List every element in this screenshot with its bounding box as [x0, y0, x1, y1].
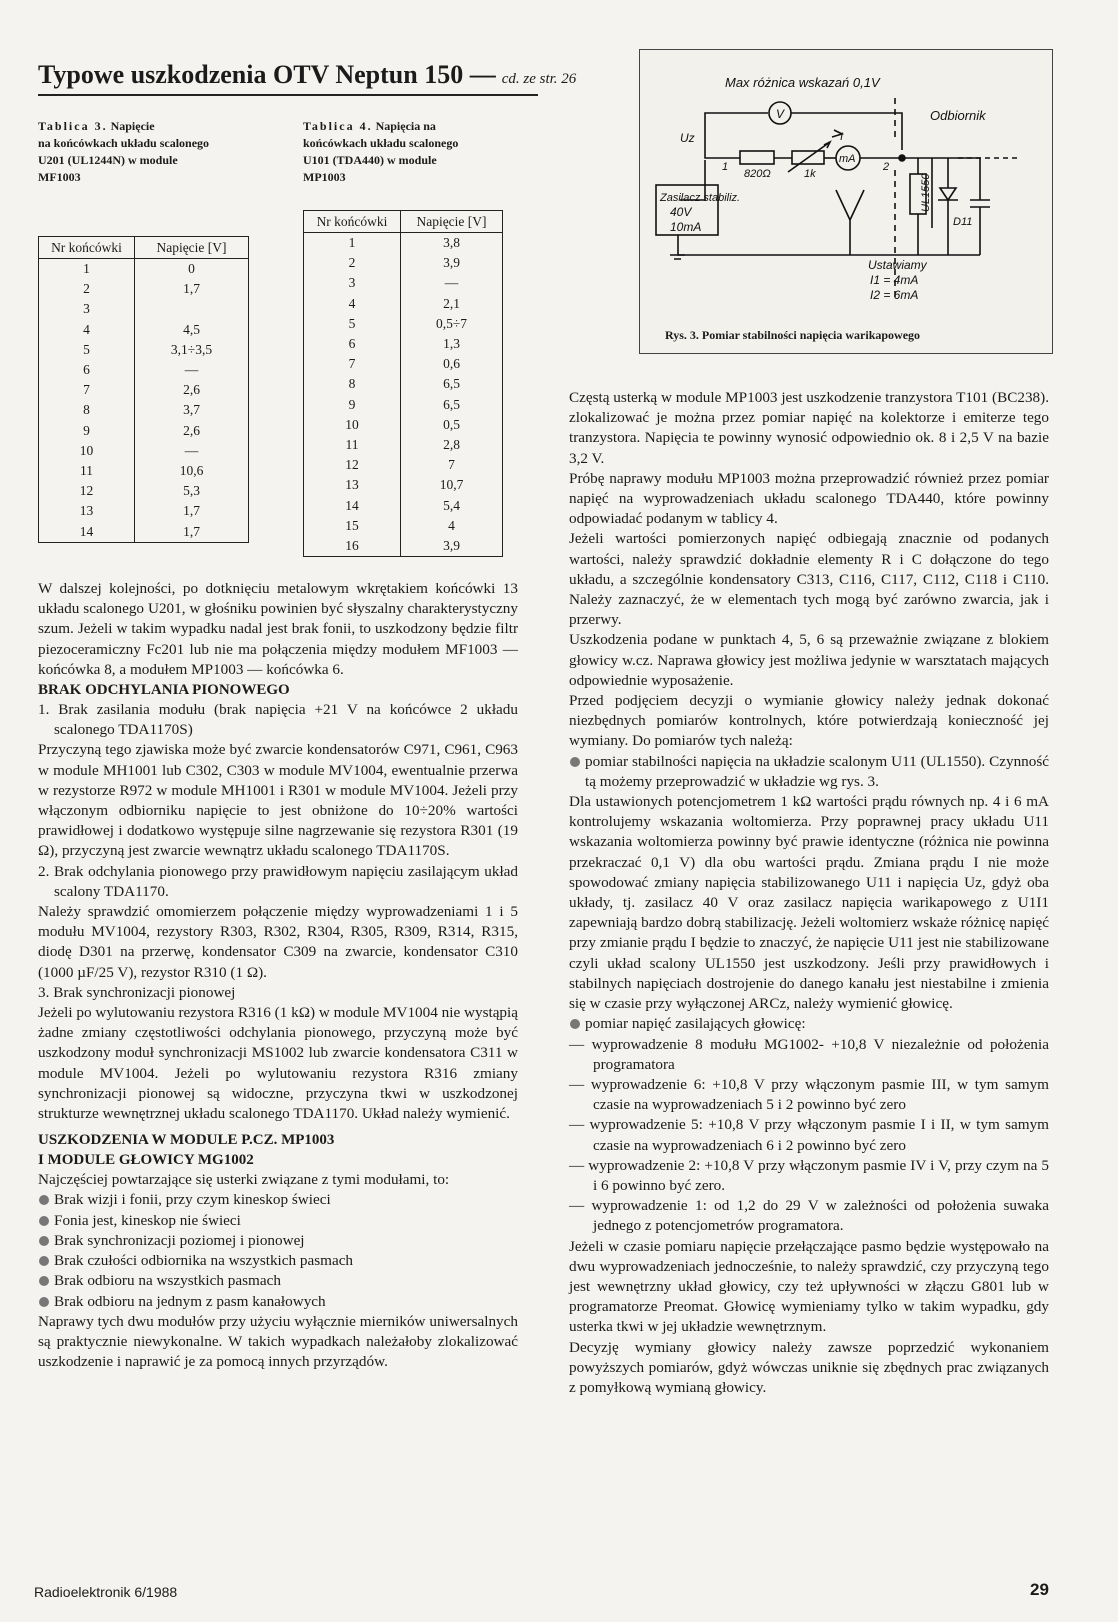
table3-pin-cell: 2	[39, 279, 135, 299]
table3-caption-line: MF1003	[38, 170, 81, 184]
table3-row	[39, 259, 249, 280]
table3-pin-cell: 10	[39, 441, 135, 461]
table3-pin-cell: 14	[39, 522, 135, 543]
table4-voltage-cell: 1,3	[401, 334, 503, 354]
table3-voltage-cell: —	[135, 360, 249, 380]
page-number: 29	[1030, 1580, 1049, 1599]
paragraph: Uszkodzenia podane w punktach 4, 5, 6 są przeważnie związane z blokiem głowicy w.cz. Naprawa głowicy jest możliwa jedynie w warsztatach mających odpowiednie wyposażenie.	[569, 631, 1049, 689]
table3-voltage-cell: 0	[135, 259, 249, 280]
fig-set-2: I1 = 4mA	[870, 273, 919, 287]
section-heading: I MODULE GŁOWICY MG1002	[38, 1152, 254, 1169]
table4-voltage-cell: 0,5÷7	[401, 314, 503, 334]
table3-row	[39, 320, 249, 340]
table4-voltage-cell: 5,4	[401, 496, 503, 516]
table4-pin-cell: 16	[304, 536, 401, 557]
paragraph: Jeżeli wartości pomierzonych napięć odbiegają znacznie od podanych wartości, należy sprawdzić dokładnie elementy R i C dołączone do tego układu, a szczególnie kondensatory C313, C116, C117, C112, C118 i C110. Należy zaznaczyć, że w elementach tych mogą być zarówno zwarcia, jak i przerwy.	[569, 530, 1049, 629]
table3-row	[39, 340, 249, 360]
fig-meter-v: V	[776, 107, 785, 121]
table3-caption-line: Napięcie	[110, 119, 155, 133]
table3-voltage-cell: 2,6	[135, 421, 249, 441]
table4-voltage-cell: 7	[401, 455, 503, 475]
fig-ic-label: UL1550	[920, 173, 932, 212]
table4-row	[304, 334, 503, 354]
paragraph: Jeżeli w czasie pomiaru napięcie przełączające pasmo będzie występowało na dwu wyprowadzeniach jednocześnie, to należy sprawdzić, czy przyczyną tego jest wewnętrzny układ głowicy, czy też upływności w złączu G801 lub w programatorze Preomat. Głowicę wymieniamy tylko w takim wypadku, gdy usterka tkwi w jej układzie wewnętrznym.	[569, 1237, 1049, 1336]
fig-supply-1: Zasilacz stabiliz.	[660, 192, 741, 204]
table4-header-pin: Nr końcówki	[304, 211, 401, 233]
paragraph: Należy sprawdzić omomierzem połączenie między wyprowadzeniami 1 i 5 modułu MV1004, rezystory R303, R302, R304, R305, R309, R314, R315, diodę D301 na przerwę, kondensator C309 na zwarcie, kondensator C310 (1000 µF/25 V), rezystor R310 (1 Ω).	[38, 903, 518, 981]
list-item: 2. Brak odchylania pionowego przy prawidłowym napięciu zasilającym układ scalony TDA1170.	[38, 862, 518, 900]
title-rule	[38, 94, 538, 96]
table4-voltage-cell: 3,8	[401, 233, 503, 254]
table3-header-voltage: Napięcie [V]	[135, 237, 249, 259]
table3-pin-cell: 4	[39, 320, 135, 340]
table4-pin-cell: 10	[304, 415, 401, 435]
table4-voltage-cell: 0,6	[401, 354, 503, 374]
table4-row	[304, 415, 503, 435]
right-column	[569, 388, 1049, 1398]
table4-header-voltage: Napięcie [V]	[401, 211, 503, 233]
table4-pin-cell: 12	[304, 455, 401, 475]
table3-header-pin: Nr końcówki	[39, 237, 135, 259]
paragraph: Dla ustawionych potencjometrem 1 kΩ wartości prądu równych np. 4 i 6 mA kontrolujemy wskazania woltomierza. Przy poprawnej pracy układu U11 wskazania woltomierza powinny być prawie identyczne (różnica nie powinna przekraczać 0,1 V) dla obu wartości prądu. Zmiana prądu I nie może spowodować zmiany napięcia stabilizowanego U11 i napięcia Uz, gdyż oba układy, tj. zasilacz 40 V oraz zasilacz napięcia warikapowego z U1I1 zapewniają bardzo dobrą stabilizację. Jeżeli woltomierz wskaże różnicę napięć przy zmianie prądu I będzie to znaczyć, że napięcie U11 jest nie stabilizowane czyli układ scalony UL1550 jest uszkodzony. Jeśli przy prawidłowych i stabilnych napięciach dostrojenie do danego kanału jest niestabilne i zmienia się w czasie przy wyłączonej ARCz, należy wymienić głowicę.	[569, 793, 1049, 1013]
table4-row	[304, 395, 503, 415]
table4-pin-cell: 13	[304, 475, 401, 495]
bullet-item: pomiar stabilności napięcia na układzie scalonym U11 (UL1550). Czynność tą możemy przeprowadzić w układzie wg rys. 3.	[569, 752, 1049, 792]
table3-row	[39, 501, 249, 521]
table3-pin-cell: 9	[39, 421, 135, 441]
table3-row	[39, 421, 249, 441]
circuit-diagram	[640, 50, 1052, 353]
fig-supply-3: 10mA	[670, 220, 702, 234]
table3-row	[39, 400, 249, 420]
fig-receiver-label: Odbiornik	[930, 108, 986, 123]
dash-item: — wyprowadzenie 2: +10,8 V przy włączonym pasmie IV i V, przy czym na 5 i 6 powinno być zero.	[569, 1156, 1049, 1194]
table3-voltage-cell: 5,3	[135, 481, 249, 501]
fig-node-1: 1	[722, 161, 729, 173]
paragraph: Naprawy tych dwu modułów przy użyciu wyłącznie mierników uniwersalnych są praktycznie niewykonalne. W takich wypadkach należałoby zlokalizować uszkodzenie i naprawić je za pomocą innych przyrządów.	[38, 1312, 518, 1371]
table4-row	[304, 233, 503, 254]
table4-pin-cell: 9	[304, 395, 401, 415]
bullet-item: Fonia jest, kineskop nie świeci	[38, 1211, 518, 1231]
paragraph: Przyczyną tego zjawiska może być zwarcie kondensatorów C971, C961, C963 w module MH1001 lub C302, C303 w module MV1004, ewentualnie przerwa w rezystorze R972 w module MH1001 i R301 w module MV1004. Jeżeli przy włączonym odbiorniku napięcie to jest obniżone do 10÷20% wartości prawidłowej i dodatkowo występuje silne nagrzewanie się rezystora R301 (19 Ω), przyczyną jest zwarcie wewnątrz układu scalonego TDA1170S.	[38, 741, 518, 860]
fig-meter-ma: mA	[839, 153, 856, 165]
table4-caption-line: U101 (TDA440) w module	[303, 153, 437, 167]
bullet-item: Brak odbioru na wszystkich pasmach	[38, 1271, 518, 1291]
table3-pin-cell: 1	[39, 259, 135, 280]
fig-uz: Uz	[680, 131, 695, 145]
dash-item: — wyprowadzenie 8 modułu MG1002- +10,8 V niezależnie od położenia programatora	[569, 1035, 1049, 1073]
table4-voltage-cell: 6,5	[401, 374, 503, 394]
table3-row	[39, 481, 249, 501]
table4-row	[304, 536, 503, 557]
table3-voltage-cell: —	[135, 441, 249, 461]
paragraph: Częstą usterką w module MP1003 jest uszkodzenie tranzystora T101 (BC238). zlokalizować je można przez pomiar napięć na kolektorze i emiterze tego tranzystora. Napięcia te powinny wynosić odpowiednio ok. 8 i 2,5 V na bazie 3,2 V.	[569, 389, 1049, 467]
table4-row	[304, 273, 503, 293]
table3-voltage-cell: 1,7	[135, 501, 249, 521]
table4-caption-line: MP1003	[303, 170, 346, 184]
section-heading: USZKODZENIA W MODULE P.CZ. MP1003	[38, 1132, 335, 1149]
figure-rys3	[639, 49, 1053, 354]
fig-set-3: I2 = 6mA	[870, 288, 919, 302]
left-column	[38, 579, 518, 1372]
paragraph: Decyzję wymiany głowicy należy zawsze poprzedzić wykonaniem powyższych pomiarów, gdyż wówczas uniknie się zbędnych prac związanych z pomyłkową wymianą głowicy.	[569, 1338, 1049, 1396]
table3-pin-cell: 6	[39, 360, 135, 380]
table4-caption	[303, 118, 518, 186]
bullet-item: Brak synchronizacji poziomej i pionowej	[38, 1231, 518, 1251]
paragraph: Przed podjęciem decyzji o wymianie głowicy należy jednak dokonać niezbędnych pomiarów kontrolnych, które potwierdzają konieczność jej wymiany. Do pomiarów tych należą:	[569, 692, 1049, 750]
table4-row	[304, 314, 503, 334]
dash-item: — wyprowadzenie 1: od 1,2 do 29 V w zależności od położenia suwaka jednego z potencjometrów programatora.	[569, 1197, 1049, 1235]
fig-set-1: Ustawiamy	[868, 258, 927, 272]
table4-voltage-cell: 2,1	[401, 294, 503, 314]
table4-row	[304, 354, 503, 374]
table4-voltage-cell: 0,5	[401, 415, 503, 435]
table4-pin-cell: 6	[304, 334, 401, 354]
table3-label: Tablica 3.	[38, 119, 108, 133]
table4-row	[304, 374, 503, 394]
table4-pin-cell: 7	[304, 354, 401, 374]
bullet-item: Brak czułości odbiornika na wszystkich pasmach	[38, 1251, 518, 1271]
table3-pin-cell: 3	[39, 299, 135, 319]
table4-voltage-cell: 6,5	[401, 395, 503, 415]
table4-pin-cell: 8	[304, 374, 401, 394]
paragraph: Jeżeli po wylutowaniu rezystora R316 (1 kΩ) w module MV1004 nie wystąpią żadne zmiany częstotliwości odchylania pionowego, przyczyną może być uszkodzony moduł synchronizacji MS1002 lub zwarcie kondensatora C311 w module MV1004. Jeżeli po wylutowaniu rezystora R316 zmiany synchronizacji pionowej są widoczne, przyczyna tkwi w uszkodzonej strukturze wewnętrznej układu scalonego TDA1170. Układ należy wymienić.	[38, 1004, 518, 1123]
table3-caption	[38, 118, 248, 186]
table4-voltage-cell: —	[401, 273, 503, 293]
table3-pin-cell: 8	[39, 400, 135, 420]
table3-pin-cell: 7	[39, 380, 135, 400]
dash-item: — wyprowadzenie 6: +10,8 V przy włączonym pasmie III, w tym samym czasie na wyprowadzeniach 5 i 2 powinno być zero	[569, 1075, 1049, 1114]
table3-voltage-cell: 3,7	[135, 400, 249, 420]
bullet-item: pomiar napięć zasilających głowicę:	[569, 1014, 1049, 1034]
table4-caption-line: końcówkach układu scalonego	[303, 136, 459, 150]
table3-voltage-cell: 1,7	[135, 279, 249, 299]
table4-voltage-cell: 10,7	[401, 475, 503, 495]
fig-node-2: 2	[883, 161, 890, 173]
fig-resistor-label: 820Ω	[744, 168, 771, 180]
table4-row	[304, 516, 503, 536]
title-text: Typowe uszkodzenia OTV Neptun 150 —	[38, 60, 496, 89]
table3-voltage-cell	[135, 299, 249, 319]
table3-row	[39, 522, 249, 543]
paragraph: Próbę naprawy modułu MP1003 można przeprowadzić również przez pomiar napięć na wyprowadzeniach układu scalonego TDA440, które powinny odpowiadać podanym w tablicy 4.	[569, 469, 1049, 528]
paragraph: W dalszej kolejności, po dotknięciu metalowym wkrętakiem końcówki 13 układu scalonego U201, w głośniku powinien być słyszalny charakterystyczny szum. Jeżeli w takim wypadku nadal jest brak fonii, to uszkodzony będzie filtr piezoceramiczny Fc201 lub nie ma połączenia między modułem MF1003 — końcówka 8, a modułem MP1003 — końcówka 6.	[38, 580, 518, 678]
table4-row	[304, 435, 503, 455]
table3-voltage-cell: 1,7	[135, 522, 249, 543]
table3-voltage-cell: 4,5	[135, 320, 249, 340]
footer-magazine: Radioelektronik 6/1988	[34, 1584, 178, 1600]
table3-caption-line: na końcówkach układu scalonego	[38, 136, 210, 150]
table3-voltage-cell: 3,1÷3,5	[135, 340, 249, 360]
section-heading: BRAK ODCHYLANIA PIONOWEGO	[38, 682, 290, 699]
table3-pin-cell: 13	[39, 501, 135, 521]
continued-note: cd. ze str. 26	[501, 71, 577, 87]
table3-pin-cell: 11	[39, 461, 135, 481]
bullet-item: Brak wizji i fonii, przy czym kineskop świeci	[38, 1190, 518, 1210]
table3	[38, 236, 249, 543]
table3-row	[39, 360, 249, 380]
table3-caption-line: U201 (UL1244N) w module	[38, 153, 178, 167]
fig-diode-label: D11	[953, 216, 973, 228]
table4-voltage-cell: 3,9	[401, 253, 503, 273]
table4-pin-cell: 15	[304, 516, 401, 536]
table4-pin-cell: 11	[304, 435, 401, 455]
figure-caption: Rys. 3. Pomiar stabilności napięcia warikapowego	[665, 328, 921, 342]
table4-pin-cell: 4	[304, 294, 401, 314]
table4-voltage-cell: 2,8	[401, 435, 503, 455]
table3-pin-cell: 5	[39, 340, 135, 360]
table3-row	[39, 441, 249, 461]
list-item: 1. Brak zasilania modułu (brak napięcia +21 V na końcówce 2 układu scalonego TDA1170S)	[38, 701, 518, 739]
paragraph: Najczęściej powtarzające się usterki związane z tymi modułami, to:	[38, 1171, 450, 1189]
table3-pin-cell: 12	[39, 481, 135, 501]
table3-row	[39, 299, 249, 319]
article-title	[38, 60, 576, 90]
bullet-item: Brak odbioru na jednym z pasm kanałowych	[38, 1292, 518, 1312]
table3-voltage-cell: 2,6	[135, 380, 249, 400]
table3-row	[39, 380, 249, 400]
table4-caption-line: Napięcia na	[375, 119, 436, 133]
table4-voltage-cell: 3,9	[401, 536, 503, 557]
table4-pin-cell: 3	[304, 273, 401, 293]
fig-top-label: Max różnica wskazań 0,1V	[725, 75, 880, 90]
fig-pot-label: 1k	[804, 168, 816, 180]
table4-row	[304, 294, 503, 314]
table4-label: Tablica 4.	[303, 119, 373, 133]
table4-row	[304, 475, 503, 495]
table4-pin-cell: 14	[304, 496, 401, 516]
table3-voltage-cell: 10,6	[135, 461, 249, 481]
list-item: 3. Brak synchronizacji pionowej	[38, 983, 236, 1001]
dash-item: — wyprowadzenie 5: +10,8 V przy włączonym pasmie I i II, w tym samym czasie na wyprowadzeniach 6 i 2 powinno być zero	[569, 1116, 1049, 1154]
table4-voltage-cell: 4	[401, 516, 503, 536]
table4-pin-cell: 1	[304, 233, 401, 254]
table4-row	[304, 253, 503, 273]
table4-pin-cell: 2	[304, 253, 401, 273]
table3-row	[39, 461, 249, 481]
fig-current-label: I	[840, 131, 844, 143]
table4	[303, 210, 503, 557]
table3-row	[39, 279, 249, 299]
table4-row	[304, 455, 503, 475]
table4-row	[304, 496, 503, 516]
table4-pin-cell: 5	[304, 314, 401, 334]
fig-supply-2: 40V	[670, 205, 692, 219]
